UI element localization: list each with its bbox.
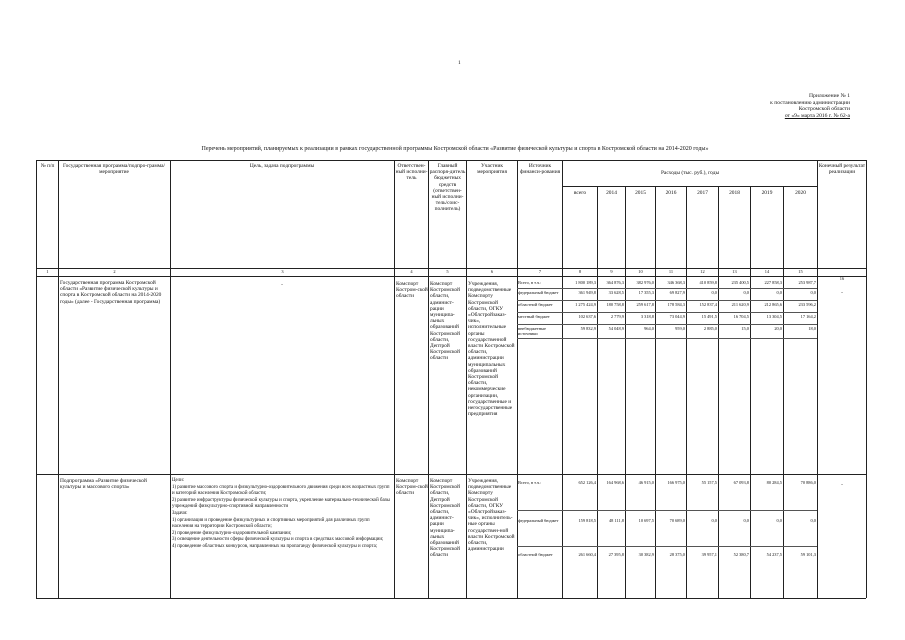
funding-value-cell: 70 689,0	[669, 518, 685, 523]
colnum: 14	[764, 269, 770, 274]
appendix-line-1: Приложение № 1	[809, 93, 850, 99]
funding-value-cell: 3 318,8	[640, 314, 654, 319]
funding-value-cell: 180 758,8	[606, 302, 624, 307]
row2-goal-label: Цели:	[172, 478, 185, 483]
row2-participants: Учреждения, подведомственные Комспорту Костромской области, ОГКУ «Облстройзаказ-чик», исполнитель-ные органы государствен-ной власти Костромской области, администрации	[468, 478, 515, 553]
funding-value-cell: 59 832,9	[580, 326, 596, 331]
funding-value-cell: 102 637,6	[578, 314, 596, 319]
header-2014: 2014	[606, 190, 617, 196]
appendix-line-4: от «9» марта 2016 г. № 62-а	[784, 112, 850, 119]
funding-source-label: областной бюджет	[518, 552, 553, 557]
header-num: № п/п	[40, 163, 55, 169]
row2-responsible: Комспорт Костром-ской области	[396, 478, 428, 497]
funding-value-cell: 55 157,5	[701, 480, 717, 485]
row2-goal-1: 1) развитие массового спорта и физкультурно-оздоровительного движения среди всех возрастных групп и категорий населения Костромской области;	[172, 484, 390, 497]
funding-value-cell: 410 859,8	[699, 280, 717, 285]
row1-program: Государственная программа Костромской области «Развитие физической культуры и спорта в Костромской области на 2014-2020 годы» (далее - Государственная программа)	[60, 280, 162, 305]
row1-participants: Учреждения, подведомственные Комспорту Костромской области, ОГКУ «Облстройзаказ-чик», исполнительные органы государственной власти Костромской области, администрации муниципальных образований Костромской области, некоммерческие организации, государственные и негосударственные предприятия	[468, 281, 515, 418]
row2-task-4: 4) проведение областных конкурсов, направленных на пропаганду физической культуры и спорта;	[172, 543, 378, 549]
page-mark: 1	[458, 60, 461, 66]
funding-source-label: Всего, в т.ч.:	[518, 280, 542, 285]
funding-value-cell: 18,0	[808, 326, 816, 331]
funding-value-cell: 212 865,6	[764, 302, 782, 307]
funding-value-cell: 48 111,8	[608, 518, 624, 523]
row1-responsible: Комспорт Костром-ской области	[396, 281, 428, 300]
funding-value-cell: 364 876,3	[606, 280, 624, 285]
funding-value-cell: 346 368,3	[667, 280, 685, 285]
colnum: 15	[798, 269, 803, 274]
header-responsible: Ответствен-ный исполни-тель	[395, 163, 428, 182]
header-source: Источник финанси-рования	[519, 163, 561, 176]
colnum: 16	[839, 276, 845, 281]
colnum: 11	[668, 269, 674, 274]
funding-value-cell: 2 885,0	[703, 326, 717, 331]
row2-goal-2: 2) развитие инфраструктуры физической культуры и спорта, укрепление материально-технической базы учреждений физкультурно-спортивной направленности	[172, 497, 390, 510]
colnum: 8	[578, 269, 582, 274]
funding-value-cell: 1 275 424,9	[575, 302, 596, 307]
header-2018: 2018	[729, 190, 740, 196]
row1-result: -	[841, 290, 843, 296]
funding-value-cell: 0,0	[776, 290, 782, 295]
funding-value-cell: 0,0	[711, 518, 717, 523]
funding-value-cell: 233 596,2	[798, 302, 816, 307]
funding-value-cell: 1 800 189,3	[575, 280, 596, 285]
colnum: 4	[410, 269, 413, 274]
funding-value-cell: 152 837,4	[699, 302, 717, 307]
funding-value-cell: 235 400,5	[731, 280, 749, 285]
funding-value-cell: 652 126,4	[578, 480, 596, 485]
colnum: 5	[446, 269, 449, 274]
funding-value-cell: 0,0	[776, 518, 782, 523]
funding-value-cell: 30 382,9	[638, 552, 654, 557]
funding-value-cell: 361 949,8	[578, 290, 596, 295]
colnum: 13	[732, 269, 737, 274]
funding-value-cell: 13 304,5	[766, 314, 782, 319]
funding-source-label: Всего, в т.ч.:	[518, 480, 542, 485]
appendix-block	[690, 93, 850, 119]
funding-value-cell: 211 620,9	[731, 302, 749, 307]
header-participants: Участник мероприятия	[477, 163, 507, 176]
funding-value-cell: 178 584,3	[667, 302, 685, 307]
funding-source-label: федеральный бюджет	[518, 290, 559, 295]
colnum: 9	[610, 269, 613, 274]
funding-value-cell: 59 101,3	[800, 552, 816, 557]
funding-value-cell: 54 048,9	[608, 326, 624, 331]
funding-value-cell: 80 284,5	[766, 480, 782, 485]
funding-value-cell: 164 968,6	[606, 480, 624, 485]
header-total: всего	[573, 190, 587, 196]
funding-value-cell: 964,0	[644, 326, 654, 331]
funding-source-label: внебюджетные источники	[518, 326, 546, 337]
funding-value-cell: 0,0	[810, 290, 816, 295]
funding-value-cell: 17 164,2	[800, 314, 816, 319]
page-title: Перечень мероприятий, планируемых к реализации в рамках государственной программы Костромской области «Развитие физической культуры и спорта в Костромской области на 2014-2020 годы»	[201, 146, 709, 152]
row2-task-2: 2) проведение физкультурно-оздоровительной кампании;	[172, 530, 292, 536]
colnum: 3	[281, 269, 284, 274]
funding-value-cell: 382 976,0	[636, 280, 654, 285]
funding-value-cell: 52 380,7	[733, 552, 749, 557]
funding-value-cell: 0,0	[711, 290, 717, 295]
funding-value-cell: 70 886,0	[800, 480, 816, 485]
funding-value-cell: 28 375,0	[669, 552, 685, 557]
header-goal: Цель, задача подпрограммы	[249, 163, 315, 169]
funding-value-cell: 0,0	[743, 518, 749, 523]
funding-value-cell: 33 628,5	[608, 290, 624, 295]
appendix-line-2: к постановлению администрации	[770, 99, 850, 106]
header-2016: 2016	[665, 190, 677, 196]
funding-value-cell: 2 779,9	[610, 314, 624, 319]
funding-value-cell: 10 697,5	[638, 518, 654, 523]
row1-goal: -	[281, 282, 283, 288]
funding-value-cell: 253 987,7	[798, 280, 816, 285]
colnum: 6	[490, 269, 494, 274]
row2-goal-block	[172, 478, 392, 551]
funding-value-cell: 261 660,4	[578, 552, 596, 557]
funding-value-cell: 227 858,3	[764, 280, 782, 285]
funding-value-cell: 73 044,9	[669, 314, 685, 319]
funding-value-cell: 166 975,0	[667, 480, 685, 485]
funding-value-cell: 27 395,8	[608, 552, 624, 557]
row2-tasks-label: Задачи:	[172, 510, 188, 516]
colnum: 2	[113, 269, 116, 274]
colnum: 1	[46, 269, 49, 274]
funding-value-cell: 15 491,5	[701, 314, 717, 319]
header-2020: 2020	[795, 190, 806, 196]
funding-source-label: местный бюджет	[518, 314, 550, 319]
header-result: Конечный результат реализации	[818, 163, 866, 176]
funding-value-cell: 69 827,9	[669, 290, 685, 295]
colnum: 10	[638, 269, 643, 274]
funding-value-cell: 67 093,8	[733, 480, 749, 485]
row1-manager: Комспорт Костромской области, админист-рации муниципа-льных образований Костромской области, Дептрой Костромской области	[430, 281, 460, 362]
row2-program: Подпрограмма «Развитие физической культуры и массового спорта»	[60, 478, 147, 491]
funding-value-cell: 0,0	[743, 290, 749, 295]
funding-value-cell: 46 915,0	[638, 480, 654, 485]
header-2019: 2019	[761, 190, 773, 196]
funding-value-cell: 0,0	[810, 518, 816, 523]
row2-task-3: 3) освещение деятельности сферы физической культуры и спорта в средствах массовой информации;	[172, 537, 384, 543]
funding-value-cell: 259 617,8	[636, 302, 654, 307]
appendix-line-3: Костромской области	[798, 106, 850, 113]
funding-value-cell: 54 237,5	[766, 552, 782, 557]
colnum: 12	[700, 269, 705, 274]
row2-result: -	[841, 482, 843, 488]
funding-value-cell: 39 957,1	[701, 552, 717, 557]
funding-source-label: федеральный бюджет	[518, 518, 559, 523]
header-2017: 2017	[697, 190, 708, 196]
funding-value-cell: 16 704,5	[733, 314, 749, 319]
row2-task-1: 1) организация и проведение физкультурных и спортивных мероприятий для различных групп населения на территории Костромской области;	[172, 517, 370, 530]
funding-value-cell: 17 355,3	[638, 290, 654, 295]
row2-manager: Комспорт Костромской области, Дептрой Костромской области, админист-рации муниципа-льных образований Костромской области	[430, 478, 460, 559]
funding-value-cell: 20,0	[774, 326, 782, 331]
header-program: Государственная программа/подпро-грамма/мероприятие	[62, 163, 166, 176]
funding-value-cell: 15,0	[741, 326, 749, 331]
funding-value-cell: 959,0	[675, 326, 685, 331]
header-expenses: Расходы (тыс. руб.), годы	[660, 170, 720, 176]
colnum: 7	[538, 269, 542, 274]
header-2015: 2015	[635, 190, 646, 196]
funding-source-label: областной бюджет	[518, 302, 553, 307]
funding-value-cell: 159 818,5	[578, 518, 596, 523]
header-manager: Главный распоря-дитель бюджетных средств (ответствен-ный исполни-тель/соис-полнитель)	[429, 163, 466, 213]
